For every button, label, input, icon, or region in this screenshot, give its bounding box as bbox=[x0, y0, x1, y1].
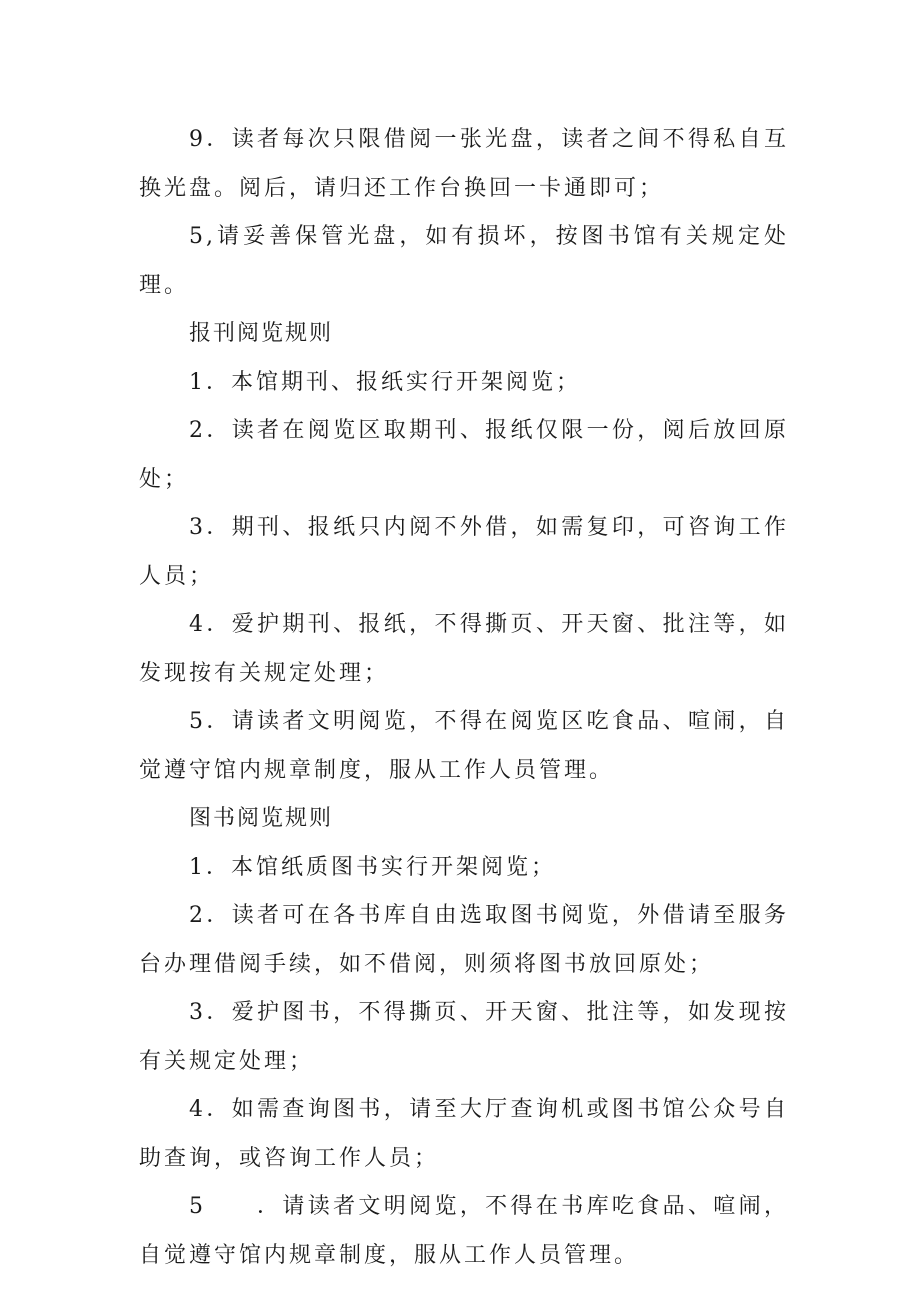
periodicals-rule-5: 5．请读者文明阅览，不得在阅览区吃食品、喧闹，自觉遵守馆内规章制度，服从工作人员管理。 bbox=[139, 709, 789, 783]
periodicals-rule-3: 3．期刊、报纸只内阅不外借，如需复印，可咨询工作人员； bbox=[139, 515, 789, 589]
periodicals-rule-4: 4．爱护期刊、报纸，不得撕页、开天窗、批注等，如发现按有关规定处理； bbox=[139, 612, 789, 686]
books-rule-4: 4．如需查询图书，请至大厅查询机或图书馆公众号自助查询，或咨询工作人员； bbox=[139, 1097, 789, 1171]
section-title-books: 图书阅览规则 bbox=[189, 806, 334, 831]
section-title-periodicals: 报刊阅览规则 bbox=[189, 321, 334, 346]
document-body bbox=[139, 116, 789, 1280]
books-rule-1: 1．本馆纸质图书实行开架阅览； bbox=[189, 854, 556, 880]
periodicals-rule-1: 1．本馆期刊、报纸实行开架阅览； bbox=[189, 369, 581, 395]
periodicals-rule-2: 2．读者在阅览区取期刊、报纸仅限一份，阅后放回原处； bbox=[139, 418, 789, 492]
books-rule-5: 5 ．请读者文明阅览，不得在书库吃食品、喧闹，自觉遵守馆内规章制度，服从工作人员管理。 bbox=[139, 1194, 789, 1268]
books-rule-2: 2．读者可在各书库自由选取图书阅览，外借请至服务台办理借阅手续，如不借阅，则须将图书放回原处； bbox=[139, 903, 789, 977]
rule-disc-5: 5,请妥善保管光盘，如有损坏，按图书馆有关规定处理。 bbox=[139, 224, 789, 298]
books-rule-3: 3．爱护图书，不得撕页、开天窗、批注等，如发现按有关规定处理； bbox=[139, 1000, 789, 1074]
rule-disc-9: 9．读者每次只限借阅一张光盘，读者之间不得私自互换光盘。阅后，请归还工作台换回一卡通即可； bbox=[139, 127, 789, 201]
